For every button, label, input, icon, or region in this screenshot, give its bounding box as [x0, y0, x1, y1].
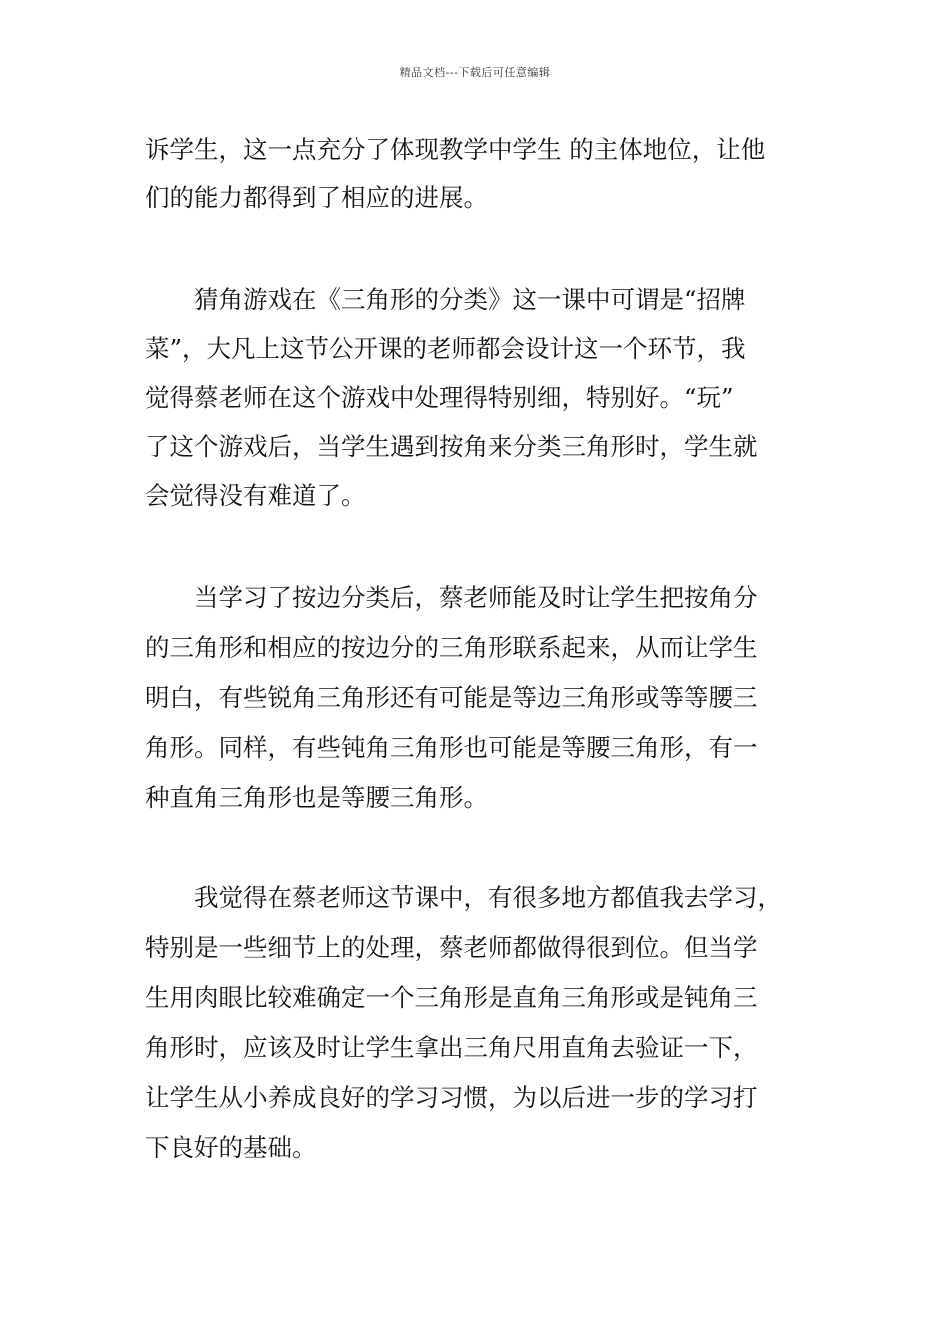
text-line: 我觉得在蔡老师这节课中，有很多地方都值我去学习， [145, 883, 782, 912]
text-line: 觉得蔡老师在这个游戏中处理得特别细，特别好。“玩” [145, 383, 734, 412]
text-line: 生用肉眼比较难确定一个三角形是直角三角形或是钝角三 [145, 983, 758, 1012]
text-line: 的三角形和相应的按边分的三角形联系起来，从而让学生 [145, 633, 758, 662]
text-line: 菜”，大凡上这节公开课的老师都会设计这一个环节，我 [145, 334, 746, 363]
text-line: 们的能力都得到了相应的进展。 [145, 183, 488, 212]
text-line: 角形时，应该及时让学生拿出三角尺用直角去验证一下， [145, 1033, 758, 1062]
text-line: 诉学生，这一点充分了体现教学中学生 的主体地位，让他 [145, 135, 766, 164]
text-line: 下良好的基础。 [145, 1133, 317, 1162]
text-line: 让学生从小养成良好的学习习惯，为以后进一步的学习打 [145, 1083, 758, 1112]
text-line: 会觉得没有难道了。 [145, 481, 366, 510]
text-line: 种直角三角形也是等腰三角形。 [145, 783, 488, 812]
page-header: 精品文档---下载后可任意编辑 [399, 66, 551, 79]
text-line: 了这个游戏后，当学生遇到按角来分类三角形时，学生就 [145, 432, 758, 461]
text-line: 角形。同样，有些钝角三角形也可能是等腰三角形，有一 [145, 733, 758, 762]
text-line: 当学习了按边分类后，蔡老师能及时让学生把按角分 [145, 583, 758, 612]
text-line: 猜角游戏在《三角形的分类》这一课中可谓是“招牌 [145, 285, 746, 314]
text-line: 明白，有些锐角三角形还有可能是等边三角形或等等腰三 [145, 683, 758, 712]
text-line: 特别是一些细节上的处理，蔡老师都做得很到位。但当学 [145, 933, 758, 962]
